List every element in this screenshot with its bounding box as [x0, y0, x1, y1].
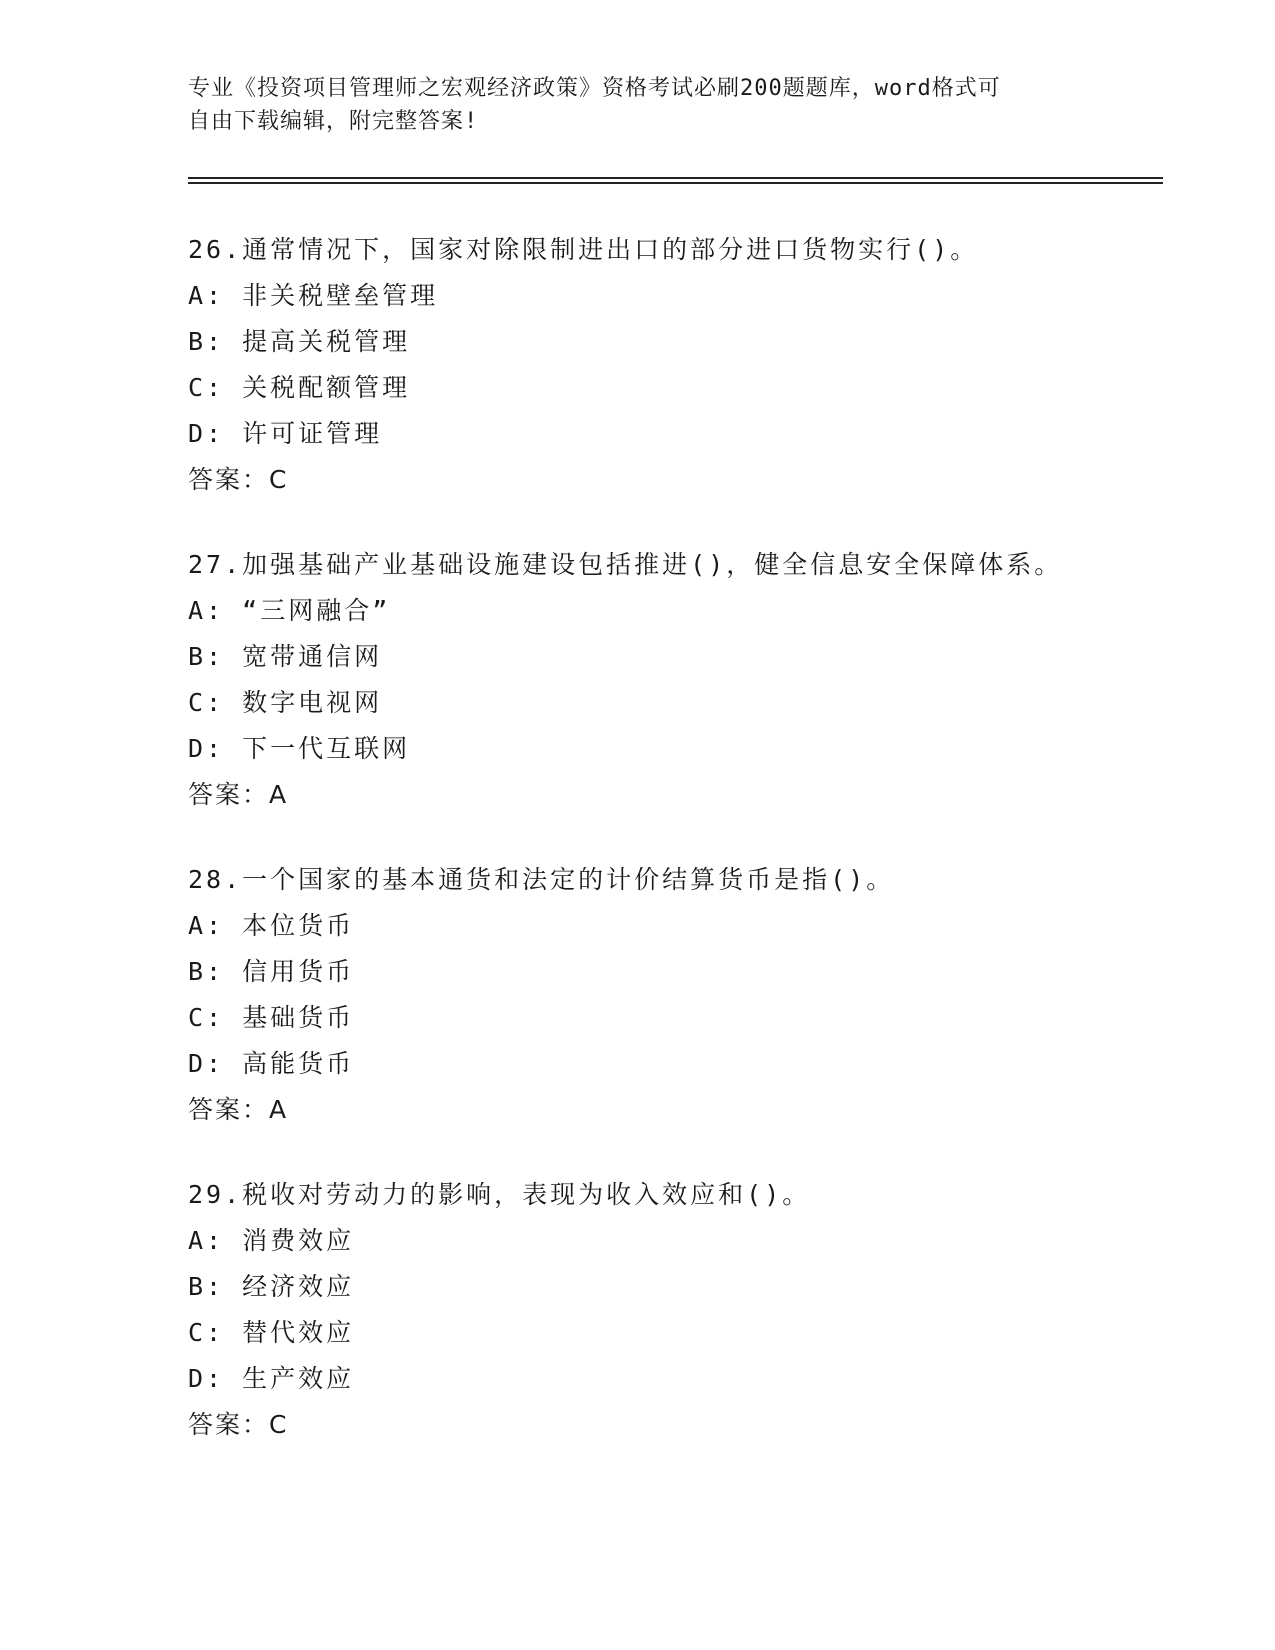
document-header [188, 72, 1088, 138]
option-a: A: 消费效应 [188, 1226, 355, 1255]
question-stem: 29.税收对劳动力的影响，表现为收入效应和()。 [188, 1180, 811, 1209]
option-b: B: 信用货币 [188, 957, 355, 986]
header-divider-top [188, 177, 1163, 179]
answer-line: 答案：A [188, 1095, 289, 1124]
question-stem: 27.加强基础产业基础设施建设包括推进()，健全信息安全保障体系。 [188, 550, 1063, 579]
header-line-1: 专业《投资项目管理师之宏观经济政策》资格考试必刷200题题库，word格式可 [188, 76, 1001, 101]
question-28 [188, 857, 1148, 1133]
option-b: B: 经济效应 [188, 1272, 355, 1301]
option-c: C: 基础货币 [188, 1003, 355, 1032]
option-a: A: “三网融合” [188, 596, 391, 625]
option-d: D: 下一代互联网 [188, 734, 411, 763]
header-line-2: 自由下载编辑，附完整答案! [188, 109, 479, 134]
option-c: C: 替代效应 [188, 1318, 355, 1347]
answer-line: 答案：C [188, 465, 289, 494]
option-d: D: 高能货币 [188, 1049, 355, 1078]
question-stem: 28.一个国家的基本通货和法定的计价结算货币是指()。 [188, 865, 895, 894]
option-c: C: 数字电视网 [188, 688, 383, 717]
answer-line: 答案：A [188, 780, 289, 809]
option-a: A: 本位货币 [188, 911, 355, 940]
option-b: B: 宽带通信网 [188, 642, 383, 671]
option-d: D: 许可证管理 [188, 419, 383, 448]
option-c: C: 关税配额管理 [188, 373, 411, 402]
option-d: D: 生产效应 [188, 1364, 355, 1393]
question-stem: 26.通常情况下，国家对除限制进出口的部分进口货物实行()。 [188, 235, 979, 264]
question-29 [188, 1172, 1148, 1448]
question-27 [188, 542, 1148, 818]
option-a: A: 非关税壁垒管理 [188, 281, 439, 310]
header-divider-bottom [188, 182, 1163, 184]
option-b: B: 提高关税管理 [188, 327, 411, 356]
answer-line: 答案：C [188, 1410, 289, 1439]
question-26 [188, 227, 1148, 503]
